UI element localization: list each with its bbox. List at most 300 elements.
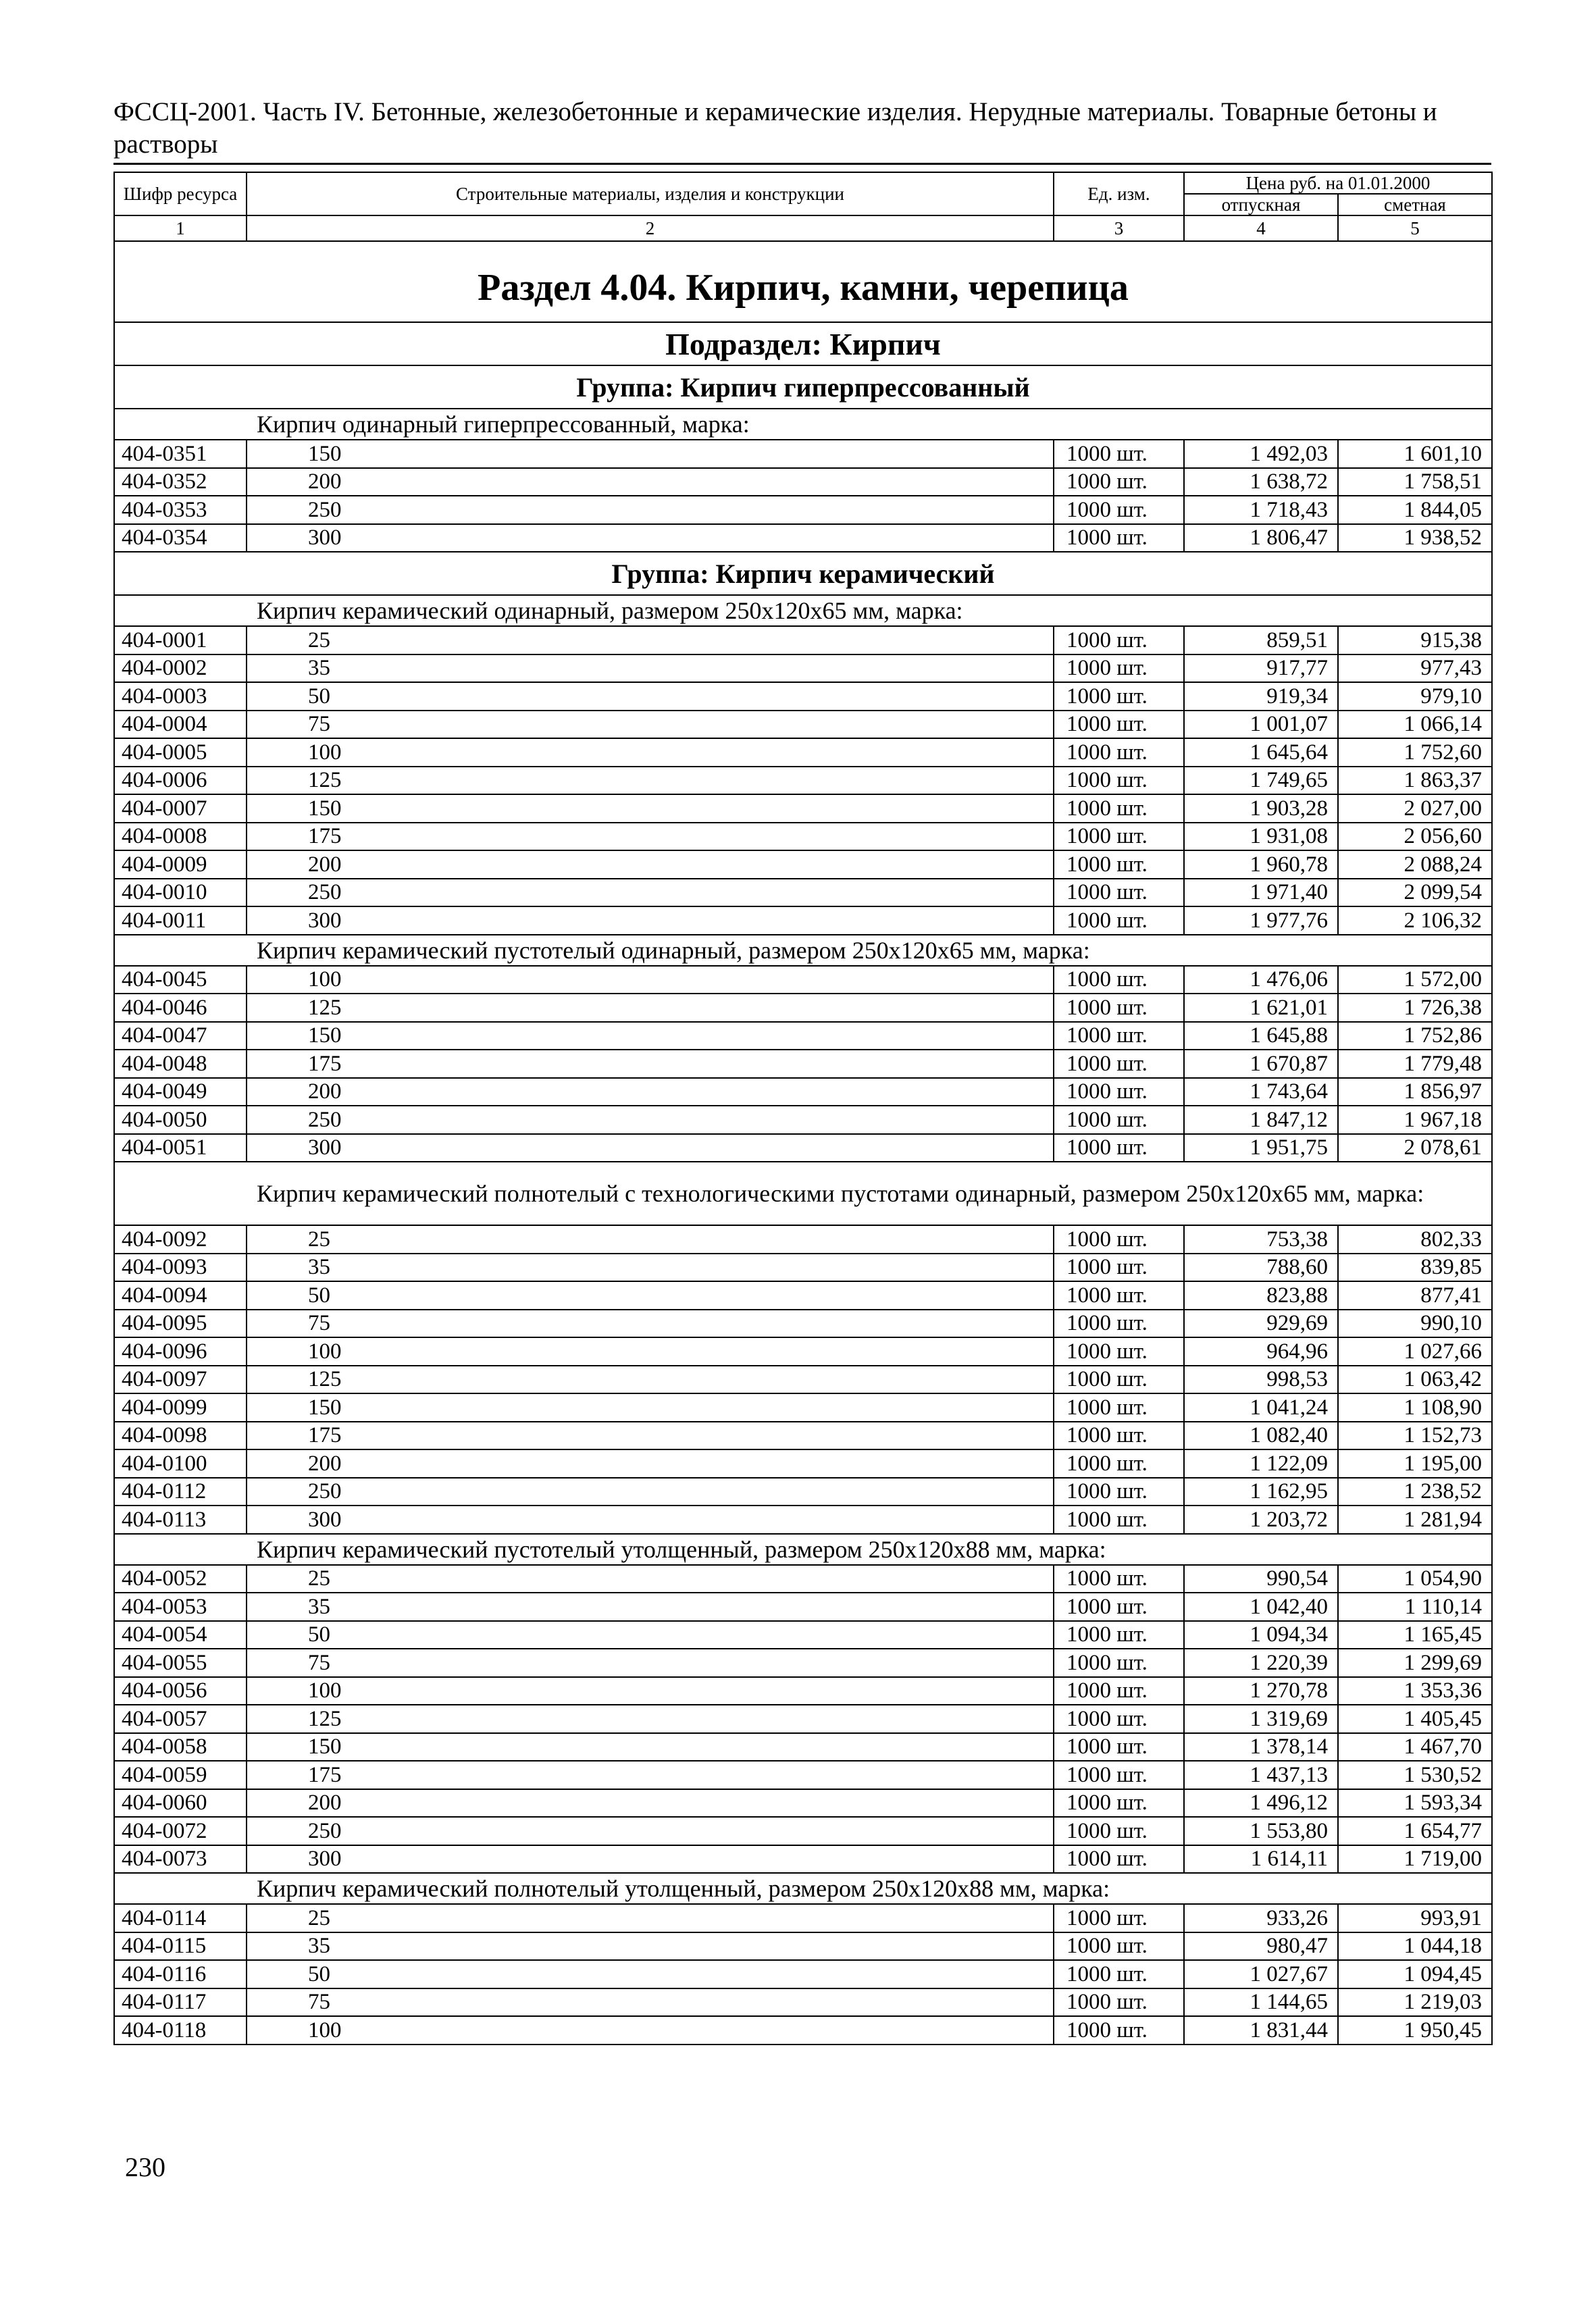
brick-grade: 125 <box>247 1366 1054 1394</box>
brick-grade: 125 <box>247 994 1054 1022</box>
price-release: 823,88 <box>1184 1281 1338 1310</box>
brick-grade: 175 <box>247 1422 1054 1450</box>
brick-grade: 300 <box>247 906 1054 935</box>
table-row <box>114 1904 1492 1932</box>
brick-grade: 35 <box>247 654 1054 683</box>
price-release: 1 553,80 <box>1184 1817 1338 1845</box>
table-row <box>114 682 1492 711</box>
price-estimate: 1 752,86 <box>1338 1022 1492 1050</box>
price-estimate: 1 044,18 <box>1338 1932 1492 1961</box>
col-number: 4 <box>1184 215 1338 241</box>
col-header-materials: Строительные материалы, изделия и конструкции <box>247 172 1054 215</box>
resource-code: 404-0115 <box>114 1932 247 1961</box>
table-row <box>114 1621 1492 1649</box>
price-estimate: 877,41 <box>1338 1281 1492 1310</box>
unit-of-measure: 1000 шт. <box>1054 1022 1184 1050</box>
price-release: 1 645,64 <box>1184 738 1338 767</box>
unit-of-measure: 1000 шт. <box>1054 1565 1184 1593</box>
price-release: 1 162,95 <box>1184 1478 1338 1506</box>
unit-of-measure: 1000 шт. <box>1054 1478 1184 1506</box>
price-estimate: 1 195,00 <box>1338 1449 1492 1478</box>
brick-grade: 200 <box>247 468 1054 496</box>
resource-code: 404-0114 <box>114 1904 247 1932</box>
price-release: 1 476,06 <box>1184 966 1338 994</box>
col-number: 3 <box>1054 215 1184 241</box>
product-heading-row <box>114 1534 1492 1565</box>
price-release: 1 977,76 <box>1184 906 1338 935</box>
price-release: 1 041,24 <box>1184 1393 1338 1422</box>
brick-grade: 200 <box>247 1078 1054 1106</box>
brick-grade: 150 <box>247 1393 1054 1422</box>
page-number: 230 <box>125 2152 165 2182</box>
col-header-code: Шифр ресурса <box>114 172 247 215</box>
unit-of-measure: 1000 шт. <box>1054 1593 1184 1621</box>
resource-code: 404-0003 <box>114 682 247 711</box>
price-estimate: 1 654,77 <box>1338 1817 1492 1845</box>
price-release: 1 319,69 <box>1184 1705 1338 1733</box>
col-number: 2 <box>247 215 1054 241</box>
price-estimate: 990,10 <box>1338 1310 1492 1338</box>
resource-code: 404-0047 <box>114 1022 247 1050</box>
price-estimate: 2 099,54 <box>1338 879 1492 907</box>
resource-code: 404-0113 <box>114 1506 247 1534</box>
group-row <box>114 552 1492 595</box>
unit-of-measure: 1000 шт. <box>1054 440 1184 468</box>
unit-of-measure: 1000 шт. <box>1054 1281 1184 1310</box>
price-release: 1 749,65 <box>1184 767 1338 795</box>
table-row <box>114 1593 1492 1621</box>
price-release: 1 437,13 <box>1184 1761 1338 1789</box>
table-row <box>114 468 1492 496</box>
resource-code: 404-0050 <box>114 1106 247 1134</box>
brick-grade: 300 <box>247 1134 1054 1162</box>
unit-of-measure: 1000 шт. <box>1054 524 1184 552</box>
price-release: 1 220,39 <box>1184 1649 1338 1677</box>
brick-grade: 150 <box>247 1733 1054 1762</box>
price-release: 753,38 <box>1184 1225 1338 1254</box>
resource-code: 404-0054 <box>114 1621 247 1649</box>
subsection-row <box>114 322 1492 365</box>
unit-of-measure: 1000 шт. <box>1054 1506 1184 1534</box>
brick-grade: 100 <box>247 966 1054 994</box>
resource-code: 404-0046 <box>114 994 247 1022</box>
price-estimate: 1 593,34 <box>1338 1789 1492 1818</box>
price-estimate: 1 779,48 <box>1338 1050 1492 1078</box>
brick-grade: 250 <box>247 1478 1054 1506</box>
resource-code: 404-0072 <box>114 1817 247 1845</box>
price-release: 788,60 <box>1184 1254 1338 1282</box>
price-release: 1 638,72 <box>1184 468 1338 496</box>
price-estimate: 1 165,45 <box>1338 1621 1492 1649</box>
resource-code: 404-0098 <box>114 1422 247 1450</box>
table-row <box>114 1506 1492 1534</box>
brick-grade: 175 <box>247 1050 1054 1078</box>
price-estimate: 1 719,00 <box>1338 1845 1492 1874</box>
unit-of-measure: 1000 шт. <box>1054 654 1184 683</box>
resource-code: 404-0351 <box>114 440 247 468</box>
price-release: 1 270,78 <box>1184 1677 1338 1705</box>
brick-grade: 100 <box>247 738 1054 767</box>
table-row <box>114 1050 1492 1078</box>
price-release: 1 492,03 <box>1184 440 1338 468</box>
brick-grade: 50 <box>247 1621 1054 1649</box>
price-release: 1 378,14 <box>1184 1733 1338 1762</box>
product-name: Кирпич керамический одинарный, размером 250x120x65 мм, марка: <box>114 595 1492 626</box>
brick-grade: 100 <box>247 2016 1054 2045</box>
document-header: ФССЦ-2001. Часть IV. Бетонные, железобетонные и керамические изделия. Нерудные материалы. Товарные бетоны и растворы <box>113 97 1437 159</box>
price-release: 964,96 <box>1184 1337 1338 1366</box>
brick-grade: 75 <box>247 711 1054 739</box>
price-estimate: 1 844,05 <box>1338 496 1492 524</box>
table-body <box>114 241 1492 2045</box>
resource-code: 404-0354 <box>114 524 247 552</box>
resource-code: 404-0112 <box>114 1478 247 1506</box>
unit-of-measure: 1000 шт. <box>1054 1254 1184 1282</box>
table-row <box>114 966 1492 994</box>
price-release: 1 903,28 <box>1184 794 1338 823</box>
brick-grade: 50 <box>247 682 1054 711</box>
product-name: Кирпич керамический полнотелый с технологическими пустотами одинарный, размером 250x120x65 мм, марка: <box>114 1162 1492 1225</box>
brick-grade: 250 <box>247 1817 1054 1845</box>
table-row <box>114 994 1492 1022</box>
table-row <box>114 1134 1492 1162</box>
price-release: 1 122,09 <box>1184 1449 1338 1478</box>
product-heading-row <box>114 1162 1492 1225</box>
price-release: 1 847,12 <box>1184 1106 1338 1134</box>
price-release: 990,54 <box>1184 1565 1338 1593</box>
col-header-price: Цена руб. на 01.01.2000 <box>1184 172 1492 194</box>
price-estimate: 1 066,14 <box>1338 711 1492 739</box>
brick-grade: 100 <box>247 1677 1054 1705</box>
unit-of-measure: 1000 шт. <box>1054 468 1184 496</box>
price-release: 1 203,72 <box>1184 1506 1338 1534</box>
unit-of-measure: 1000 шт. <box>1054 1988 1184 2017</box>
resource-code: 404-0049 <box>114 1078 247 1106</box>
unit-of-measure: 1000 шт. <box>1054 1705 1184 1733</box>
brick-grade: 35 <box>247 1593 1054 1621</box>
resource-code: 404-0353 <box>114 496 247 524</box>
unit-of-measure: 1000 шт. <box>1054 1817 1184 1845</box>
brick-grade: 50 <box>247 1960 1054 1988</box>
brick-grade: 300 <box>247 1506 1054 1534</box>
resource-code: 404-0352 <box>114 468 247 496</box>
brick-grade: 300 <box>247 524 1054 552</box>
table-row <box>114 794 1492 823</box>
product-heading-row <box>114 1873 1492 1904</box>
brick-grade: 50 <box>247 1281 1054 1310</box>
price-release: 980,47 <box>1184 1932 1338 1961</box>
price-estimate: 1 950,45 <box>1338 2016 1492 2045</box>
col-number: 1 <box>114 215 247 241</box>
price-estimate: 915,38 <box>1338 626 1492 654</box>
table-row <box>114 1254 1492 1282</box>
unit-of-measure: 1000 шт. <box>1054 1677 1184 1705</box>
price-estimate: 1 063,42 <box>1338 1366 1492 1394</box>
table-row <box>114 1478 1492 1506</box>
unit-of-measure: 1000 шт. <box>1054 1621 1184 1649</box>
group-row <box>114 365 1492 409</box>
brick-grade: 75 <box>247 1649 1054 1677</box>
price-estimate: 1 054,90 <box>1338 1565 1492 1593</box>
brick-grade: 125 <box>247 767 1054 795</box>
table-row <box>114 906 1492 935</box>
unit-of-measure: 1000 шт. <box>1054 1106 1184 1134</box>
price-estimate: 2 078,61 <box>1338 1134 1492 1162</box>
price-estimate: 1 027,66 <box>1338 1337 1492 1366</box>
resource-code: 404-0092 <box>114 1225 247 1254</box>
price-estimate: 1 152,73 <box>1338 1422 1492 1450</box>
product-name: Кирпич одинарный гиперпрессованный, марка: <box>114 409 1492 440</box>
resource-code: 404-0093 <box>114 1254 247 1282</box>
table-row <box>114 1281 1492 1310</box>
price-estimate: 2 106,32 <box>1338 906 1492 935</box>
price-estimate: 1 572,00 <box>1338 966 1492 994</box>
product-heading-row <box>114 595 1492 626</box>
unit-of-measure: 1000 шт. <box>1054 1366 1184 1394</box>
price-release: 917,77 <box>1184 654 1338 683</box>
table-row <box>114 1817 1492 1845</box>
resource-code: 404-0052 <box>114 1565 247 1593</box>
price-release: 1 042,40 <box>1184 1593 1338 1621</box>
unit-of-measure: 1000 шт. <box>1054 1134 1184 1162</box>
brick-grade: 75 <box>247 1310 1054 1338</box>
subsection-title: Подраздел: Кирпич <box>114 322 1492 365</box>
unit-of-measure: 1000 шт. <box>1054 994 1184 1022</box>
price-estimate: 1 967,18 <box>1338 1106 1492 1134</box>
unit-of-measure: 1000 шт. <box>1054 1337 1184 1366</box>
resource-code: 404-0001 <box>114 626 247 654</box>
price-release: 1 027,67 <box>1184 1960 1338 1988</box>
brick-grade: 250 <box>247 1106 1054 1134</box>
price-release: 1 806,47 <box>1184 524 1338 552</box>
price-estimate: 1 405,45 <box>1338 1705 1492 1733</box>
brick-grade: 150 <box>247 440 1054 468</box>
table-row <box>114 738 1492 767</box>
brick-grade: 35 <box>247 1254 1054 1282</box>
table-row <box>114 1733 1492 1762</box>
price-estimate: 802,33 <box>1338 1225 1492 1254</box>
unit-of-measure: 1000 шт. <box>1054 906 1184 935</box>
table-row <box>114 1078 1492 1106</box>
unit-of-measure: 1000 шт. <box>1054 1960 1184 1988</box>
brick-grade: 25 <box>247 1565 1054 1593</box>
price-release: 1 931,08 <box>1184 823 1338 851</box>
table-row <box>114 1310 1492 1338</box>
resource-code: 404-0006 <box>114 767 247 795</box>
column-numbers-row <box>114 215 1492 241</box>
unit-of-measure: 1000 шт. <box>1054 1078 1184 1106</box>
product-heading-row <box>114 409 1492 440</box>
resource-code: 404-0097 <box>114 1366 247 1394</box>
resource-code: 404-0100 <box>114 1449 247 1478</box>
col-number: 5 <box>1338 215 1492 241</box>
resource-code: 404-0056 <box>114 1677 247 1705</box>
price-estimate: 839,85 <box>1338 1254 1492 1282</box>
resource-code: 404-0058 <box>114 1733 247 1762</box>
price-estimate: 1 938,52 <box>1338 524 1492 552</box>
brick-grade: 300 <box>247 1845 1054 1874</box>
price-release: 1 951,75 <box>1184 1134 1338 1162</box>
table-row <box>114 1677 1492 1705</box>
resource-code: 404-0011 <box>114 906 247 935</box>
unit-of-measure: 1000 шт. <box>1054 1845 1184 1874</box>
unit-of-measure: 1000 шт. <box>1054 1761 1184 1789</box>
table-row <box>114 1845 1492 1874</box>
table-row <box>114 1449 1492 1478</box>
price-release: 1 496,12 <box>1184 1789 1338 1818</box>
header-rule <box>113 163 1491 165</box>
table-row <box>114 1988 1492 2017</box>
brick-grade: 150 <box>247 1022 1054 1050</box>
price-release: 1 971,40 <box>1184 879 1338 907</box>
unit-of-measure: 1000 шт. <box>1054 1310 1184 1338</box>
brick-grade: 250 <box>247 879 1054 907</box>
price-estimate: 2 088,24 <box>1338 850 1492 879</box>
col-header-estimated: сметная <box>1338 194 1492 215</box>
resource-code: 404-0009 <box>114 850 247 879</box>
unit-of-measure: 1000 шт. <box>1054 794 1184 823</box>
unit-of-measure: 1000 шт. <box>1054 1449 1184 1478</box>
table-row <box>114 1705 1492 1733</box>
unit-of-measure: 1000 шт. <box>1054 1050 1184 1078</box>
brick-grade: 250 <box>247 496 1054 524</box>
resource-code: 404-0117 <box>114 1988 247 2017</box>
price-estimate: 977,43 <box>1338 654 1492 683</box>
price-release: 1 082,40 <box>1184 1422 1338 1450</box>
unit-of-measure: 1000 шт. <box>1054 1393 1184 1422</box>
table-row <box>114 1422 1492 1450</box>
price-estimate: 1 467,70 <box>1338 1733 1492 1762</box>
price-release: 1 645,88 <box>1184 1022 1338 1050</box>
table-row <box>114 1960 1492 1988</box>
price-release: 1 094,34 <box>1184 1621 1338 1649</box>
price-estimate: 1 530,52 <box>1338 1761 1492 1789</box>
price-estimate: 1 752,60 <box>1338 738 1492 767</box>
price-release: 1 001,07 <box>1184 711 1338 739</box>
table-row <box>114 440 1492 468</box>
price-estimate: 2 027,00 <box>1338 794 1492 823</box>
resource-code: 404-0094 <box>114 1281 247 1310</box>
price-release: 859,51 <box>1184 626 1338 654</box>
resource-code: 404-0099 <box>114 1393 247 1422</box>
resource-code: 404-0002 <box>114 654 247 683</box>
table-row <box>114 767 1492 795</box>
price-table <box>113 172 1493 2045</box>
unit-of-measure: 1000 шт. <box>1054 1649 1184 1677</box>
table-row <box>114 1393 1492 1422</box>
price-estimate: 1 726,38 <box>1338 994 1492 1022</box>
price-estimate: 1 856,97 <box>1338 1078 1492 1106</box>
unit-of-measure: 1000 шт. <box>1054 1733 1184 1762</box>
brick-grade: 175 <box>247 1761 1054 1789</box>
unit-of-measure: 1000 шт. <box>1054 879 1184 907</box>
product-heading-row <box>114 935 1492 966</box>
resource-code: 404-0073 <box>114 1845 247 1874</box>
table-row <box>114 1932 1492 1961</box>
unit-of-measure: 1000 шт. <box>1054 711 1184 739</box>
brick-grade: 100 <box>247 1337 1054 1366</box>
price-estimate: 1 758,51 <box>1338 468 1492 496</box>
price-release: 919,34 <box>1184 682 1338 711</box>
product-name: Кирпич керамический пустотелый одинарный, размером 250x120x65 мм, марка: <box>114 935 1492 966</box>
table-row <box>114 496 1492 524</box>
col-header-unit: Ед. изм. <box>1054 172 1184 215</box>
product-name: Кирпич керамический полнотелый утолщенный, размером 250x120x88 мм, марка: <box>114 1873 1492 1904</box>
table-header-row <box>114 172 1492 194</box>
table-row <box>114 879 1492 907</box>
unit-of-measure: 1000 шт. <box>1054 1422 1184 1450</box>
resource-code: 404-0057 <box>114 1705 247 1733</box>
table-row <box>114 2016 1492 2045</box>
table-row <box>114 1789 1492 1818</box>
resource-code: 404-0053 <box>114 1593 247 1621</box>
resource-code: 404-0007 <box>114 794 247 823</box>
price-estimate: 1 108,90 <box>1338 1393 1492 1422</box>
unit-of-measure: 1000 шт. <box>1054 767 1184 795</box>
brick-grade: 25 <box>247 626 1054 654</box>
resource-code: 404-0060 <box>114 1789 247 1818</box>
resource-code: 404-0045 <box>114 966 247 994</box>
unit-of-measure: 1000 шт. <box>1054 966 1184 994</box>
table-row <box>114 1022 1492 1050</box>
resource-code: 404-0059 <box>114 1761 247 1789</box>
price-estimate: 993,91 <box>1338 1904 1492 1932</box>
resource-code: 404-0116 <box>114 1960 247 1988</box>
table-row <box>114 1761 1492 1789</box>
table-row <box>114 1366 1492 1394</box>
price-release: 1 831,44 <box>1184 2016 1338 2045</box>
unit-of-measure: 1000 шт. <box>1054 496 1184 524</box>
price-release: 998,53 <box>1184 1366 1338 1394</box>
brick-grade: 150 <box>247 794 1054 823</box>
price-release: 1 614,11 <box>1184 1845 1338 1874</box>
col-header-wholesale: отпускная <box>1184 194 1338 215</box>
table-row <box>114 654 1492 683</box>
brick-grade: 200 <box>247 850 1054 879</box>
price-estimate: 1 601,10 <box>1338 440 1492 468</box>
table-row <box>114 1225 1492 1254</box>
group-title: Группа: Кирпич керамический <box>114 552 1492 595</box>
unit-of-measure: 1000 шт. <box>1054 1789 1184 1818</box>
unit-of-measure: 1000 шт. <box>1054 738 1184 767</box>
price-estimate: 1 110,14 <box>1338 1593 1492 1621</box>
table-row <box>114 711 1492 739</box>
table-row <box>114 1106 1492 1134</box>
unit-of-measure: 1000 шт. <box>1054 850 1184 879</box>
price-estimate: 2 056,60 <box>1338 823 1492 851</box>
resource-code: 404-0095 <box>114 1310 247 1338</box>
resource-code: 404-0055 <box>114 1649 247 1677</box>
table-row <box>114 1565 1492 1593</box>
resource-code: 404-0051 <box>114 1134 247 1162</box>
table-row <box>114 1649 1492 1677</box>
price-release: 929,69 <box>1184 1310 1338 1338</box>
unit-of-measure: 1000 шт. <box>1054 626 1184 654</box>
resource-code: 404-0118 <box>114 2016 247 2045</box>
brick-grade: 25 <box>247 1904 1054 1932</box>
price-estimate: 1 863,37 <box>1338 767 1492 795</box>
price-estimate: 1 094,45 <box>1338 1960 1492 1988</box>
unit-of-measure: 1000 шт. <box>1054 2016 1184 2045</box>
unit-of-measure: 1000 шт. <box>1054 1225 1184 1254</box>
resource-code: 404-0008 <box>114 823 247 851</box>
brick-grade: 200 <box>247 1449 1054 1478</box>
price-release: 1 718,43 <box>1184 496 1338 524</box>
price-release: 1 670,87 <box>1184 1050 1338 1078</box>
price-release: 1 144,65 <box>1184 1988 1338 2017</box>
resource-code: 404-0010 <box>114 879 247 907</box>
section-row <box>114 241 1492 322</box>
